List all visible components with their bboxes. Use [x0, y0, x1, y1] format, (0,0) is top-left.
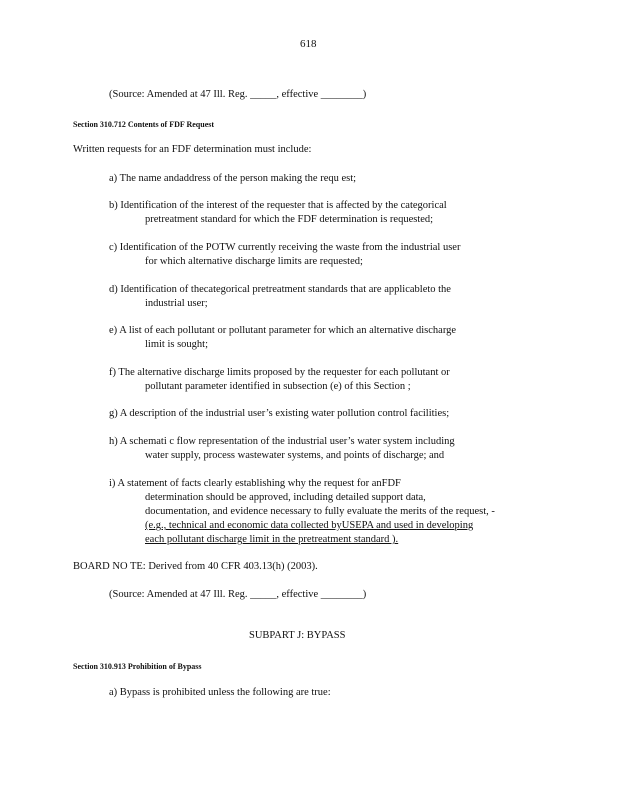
board-note: BOARD NO TE: Derived from 40 CFR 403.13(h) (2003). [73, 561, 318, 572]
list-item-a: a) The name andaddress of the person making the requ est; [109, 173, 357, 184]
page-number: 618 [300, 38, 317, 50]
list-item-b: b) Identification of the interest of the requester that is affected by the categorical [109, 200, 447, 211]
list-item-h: h) A schemati c flow representation of the industrial user’s water system including [109, 436, 455, 447]
list-item-f-cont: pollutant parameter identified in subsection (e) of this Section ; [145, 381, 411, 392]
list-item-h-cont: water supply, process wastewater systems, and points of discharge; and [145, 450, 445, 461]
section-heading: Section 310.913 Prohibition of Bypass [73, 662, 202, 671]
source-note: (Source: Amended at 47 Ill. Reg. _____, effective ________) [109, 89, 367, 100]
list-item-f: f) The alternative discharge limits proposed by the requester for each pollutant or [109, 367, 450, 378]
list-item-a: a) Bypass is prohibited unless the following are true: [109, 687, 331, 698]
list-item-d: d) Identification of thecategorical pretreatment standards that are applicableto the [109, 284, 451, 295]
list-item-i-cont-1: determination should be approved, including detailed support data, [145, 492, 426, 503]
list-item-b-cont: pretreatment standard for which the FDF determination is requested; [145, 214, 434, 225]
list-item-d-cont: industrial user; [145, 298, 208, 309]
list-item-i-cont-3: (e.g., technical and economic data collected byUSEPA and used in developing [145, 520, 474, 531]
list-item-i-cont-4: each pollutant discharge limit in the pretreatment standard ). [145, 534, 399, 545]
list-item-c: c) Identification of the POTW currently receiving the waste from the industrial user [109, 242, 461, 253]
list-item-c-cont: for which alternative discharge limits are requested; [145, 256, 363, 267]
list-item-e: e) A list of each pollutant or pollutant parameter for which an alternative discharge [109, 325, 457, 336]
section-heading: Section 310.712 Contents of FDF Request [73, 120, 215, 129]
list-item-i-cont-2: documentation, and evidence necessary to fully evaluate the merits of the request, - [145, 506, 495, 517]
list-item-i: i) A statement of facts clearly establishing why the request for anFDF [109, 478, 401, 489]
list-item-g: g) A description of the industrial user’s existing water pollution control facilities; [109, 408, 450, 419]
source-note: (Source: Amended at 47 Ill. Reg. _____, effective ________) [109, 589, 367, 600]
list-item-e-cont: limit is sought; [145, 339, 209, 350]
section-intro: Written requests for an FDF determination must include: [73, 144, 312, 155]
subpart-title: SUBPART J: BYPASS [249, 630, 346, 641]
